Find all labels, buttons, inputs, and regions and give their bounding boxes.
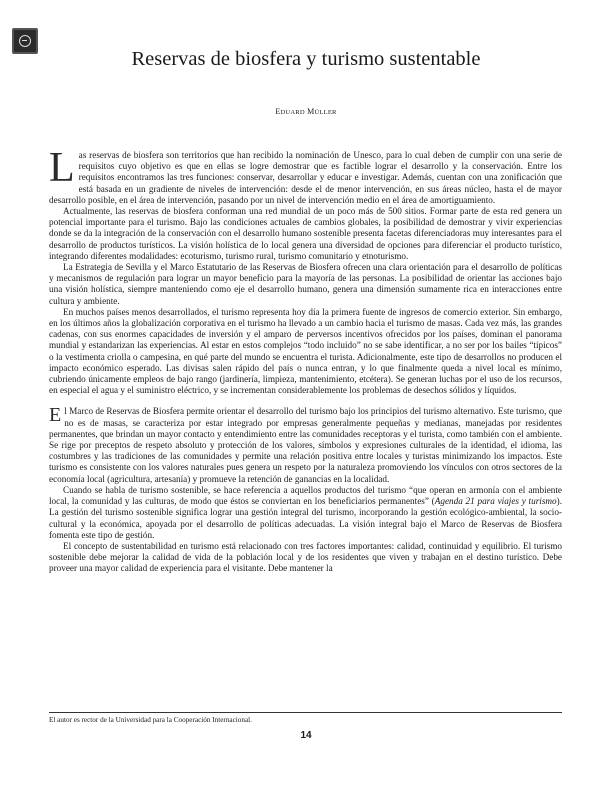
- footnote: El autor es rector de la Universidad para la Cooperación Internacional.: [49, 716, 252, 724]
- drop-cap: L: [49, 145, 75, 191]
- paragraph: El Marco de Reservas de Biosfera permite orientar el desarrollo del turismo bajo los principios del turismo alternativo. Este turismo, que no es de masas, se caracteriza por estar integrado por empresas generalmente pequeñas y medianas, manejadas por residentes permanentes, que brindan un mayor contacto y entendimiento entre las comunidades receptoras y el turista, como también con el ambiente. Se rige por preceptos de respeto absoluto y protección de los valores, símbolos y expresiones culturales de la identidad, el idioma, las costumbres y las tradiciones de las comunidades y permite una relación positiva entre locales y turistas minimizando los impactos. Este turismo es consistente con los valores naturales pues genera un respeto por la naturaleza promoviendo los vínculos con otros sectores de la economía local (agricultura, artesanía) y promueve la retención de ganancias en la localidad.: [49, 404, 562, 484]
- paragraph: Las reservas de biosfera son territorios que han recibido la nominación de Unesco, para lo cual deben de cumplir con una serie de requisitos cuyo objetivo es que en ellas se logre demostrar que es factible lograr el desarrollo y la conservación. Entre los requisitos encontramos las tres funciones: conservar, desarrollar y educar e investigar. Además, cuentan con una zonificación que está basada en un gradiente de niveles de intervención: desde el de menor intervención, en sus áreas núcleo, hasta el de mayor desarrollo posible, en el área de intervención, pasando por un nivel de intervención medio en el área de amortiguamiento.: [49, 145, 562, 205]
- author-name: EDUARD MÜLLER: [275, 107, 337, 116]
- paragraph: Actualmente, las reservas de biosfera conforman una red mundial de un poco más de 500 sitios. Formar parte de esta red genera un potencial importante para el turismo. Bajo las condiciones actuales de cambios globales, la posibilidad de demostrar y vivir experiencias donde se da la integración de la conservación con el desarrollo humano sostenible presenta facetas diferenciadoras muy interesantes para el desarrollo de productos turísticos. La visión holística de lo local genera una diversidad de opciones para diferenciar el producto turístico, integrando diferentes modalidades: ecoturismo, turismo rural, turismo comunitario y etnoturismo.: [49, 206, 562, 261]
- drop-cap: E: [49, 404, 62, 427]
- page-number: 14: [300, 730, 312, 741]
- footnote-divider: [49, 712, 562, 713]
- article-body: [49, 145, 562, 575]
- paragraph: Cuando se habla de turismo sostenible, se hace referencia a aquellos productos del turismo “que operan en armonía con el ambiente local, la comunidad y las culturas, de modo que éstos se conviertan en los beneficiarios permanentes” (Agenda 21 para viajes y turismo). La gestión del turismo sostenible significa lograr una gestión integral del turismo, incorporando la gestión ecológico-ambiental, la socio-cultural y la económica, apoyada por el desarrollo de políticas adecuadas. La visión integral bajo el Marco de Reservas de Biosfera fomenta este tipo de gestión.: [49, 484, 562, 540]
- italic-citation: Agenda 21 para viajes y turismo: [434, 496, 557, 507]
- paragraph: El concepto de sustentabilidad en turismo está relacionado con tres factores importantes: calidad, continuidad y equilibrio. El turismo sostenible debe mejorar la calidad de vida de la población local y de los residentes que viven y trabajan en el destino turístico. Debe proveer una mayor calidad de experiencia para el visitante. Debe mantener la: [49, 540, 562, 574]
- page-title: Reservas de biosfera y turismo sustentable: [131, 48, 481, 70]
- paragraph: La Estrategia de Sevilla y el Marco Estatutario de las Reservas de Biosfera ofrecen una clara orientación para el desarrollo de políticas y mecanismos de regulación para lograr un mayor beneficio para la mayoría de las personas. La posibilidad de orientar las acciones bajo una visión holística, siempre manteniendo como eje el desarrollo humano, genera una dimensión sumamente rica en interacciones entre cultura y ambiente.: [49, 262, 562, 306]
- paragraph: En muchos países menos desarrollados, el turismo representa hoy día la primera fuente de ingresos de comercio exterior. Sin embargo, en los últimos años la globalización corporativa en el turismo ha llevado a un cambio hacia el turismo de masas. Cada vez más, las grandes cadenas, con sus enormes capacidades de inversión y el amparo de perversos incentivos ofrecidos por los países, dominan el panorama mundial y estandarizan las experiencias. Al estar en estos complejos “todo incluido” no se sabe identificar, a no ser por los bailes “típicos” o la vestimenta criolla o campesina, en qué parte del mundo se encuentra el turista. Adicionalmente, este tipo de desarrollos no producen el impacto económico esperado. Las divisas salen rápido del país o nunca entran, y lo que finalmente queda a nivel local es mínimo, cubriendo únicamente empleos de bajo rango (jardinería, limpieza, mantenimiento, etcétera). Se generan luchas por el uso de los recursos, en especial el agua y el suministro eléctrico, y se incrementan considerablemente los problemas de desechos sólidos y líquidos.: [49, 306, 562, 396]
